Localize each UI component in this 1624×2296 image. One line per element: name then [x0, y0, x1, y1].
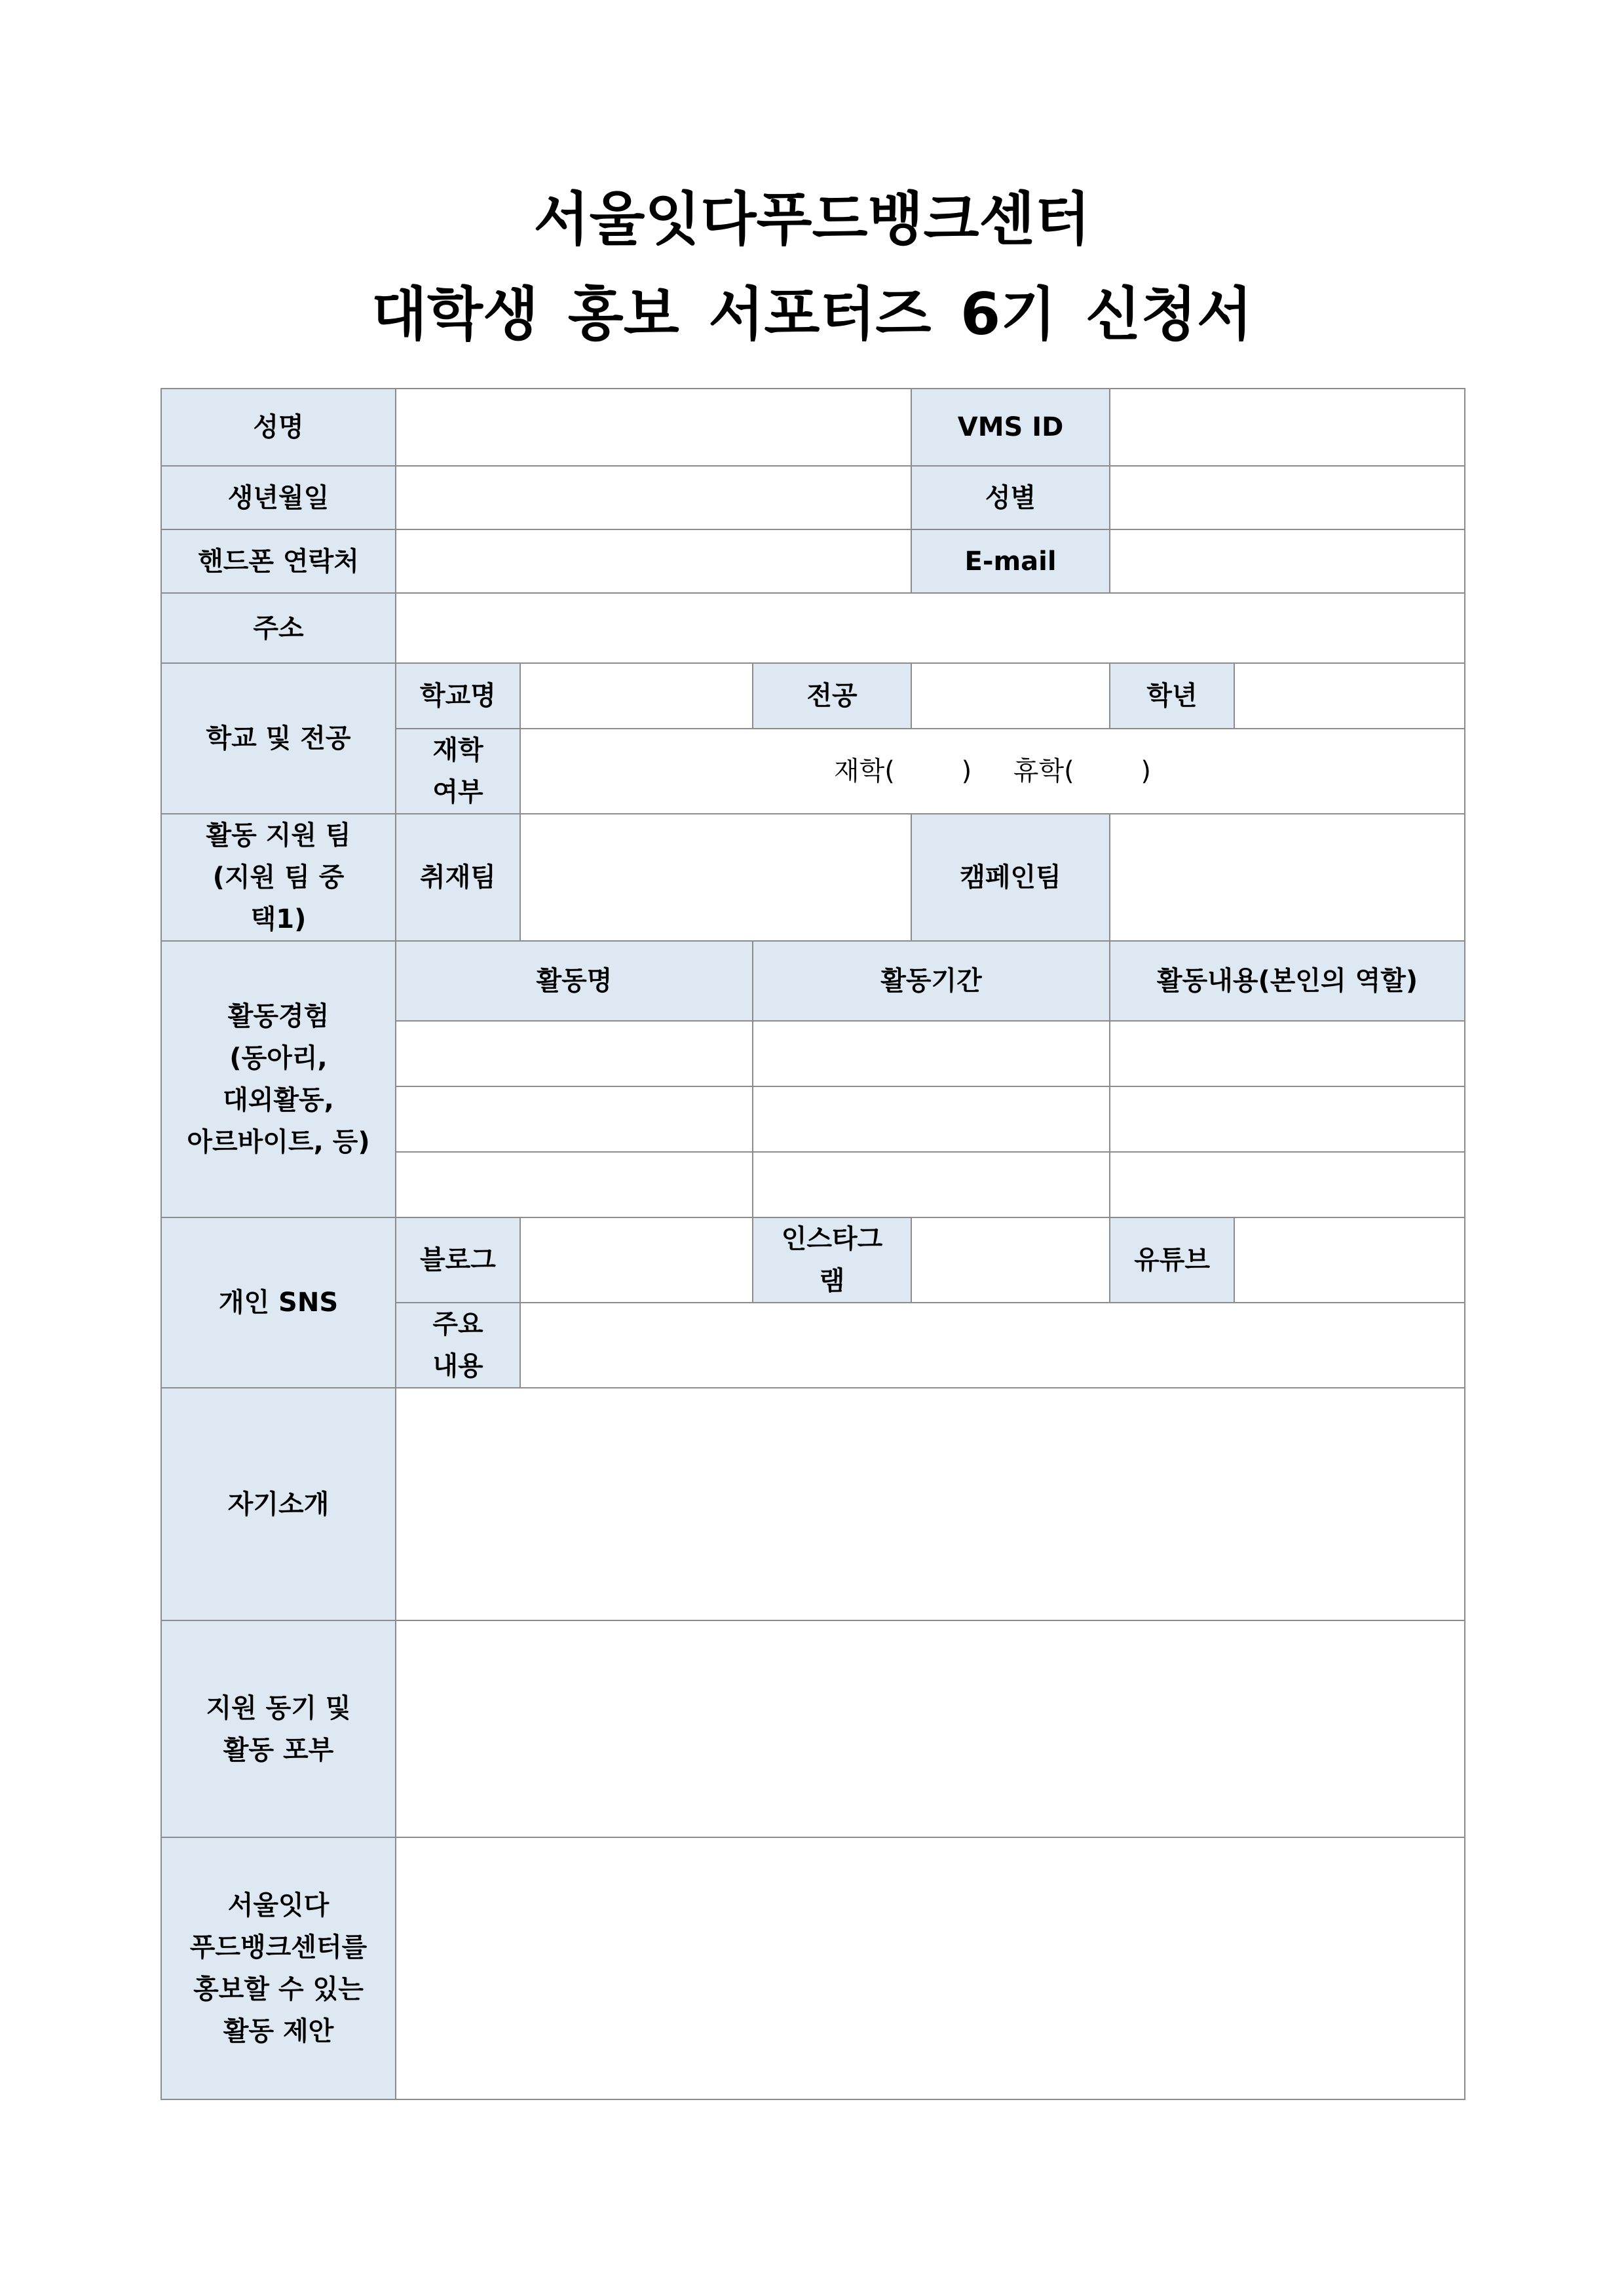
document-title: 서울잇다푸드뱅크센터: [533, 185, 1091, 253]
sns-content-field[interactable]: [520, 1303, 1465, 1388]
application-form: [161, 388, 1465, 2100]
school-name-label: 학교명: [396, 663, 520, 729]
row-sns: [161, 1217, 1465, 1303]
activity-content-field[interactable]: [1110, 1021, 1465, 1086]
activity-name-field[interactable]: [396, 1021, 753, 1086]
motivation-field[interactable]: [396, 1620, 1465, 1837]
instagram-label: 인스타그 램: [753, 1217, 911, 1303]
document-subtitle: 대학생 홍보 서포터즈 6기 신청서: [371, 280, 1253, 348]
major-field[interactable]: [911, 663, 1110, 729]
activity-content-field[interactable]: [1110, 1086, 1465, 1152]
address-label: 주소: [161, 593, 396, 663]
email-label: E-mail: [911, 529, 1110, 593]
activity-name-header: 활동명: [396, 941, 753, 1021]
youtube-field[interactable]: [1234, 1217, 1465, 1303]
enrollment-status-options[interactable]: 재학( ) 휴학( ): [520, 729, 1465, 814]
row-experience-header: [161, 941, 1465, 1021]
sns-label: 개인 SNS: [161, 1217, 396, 1388]
proposal-field[interactable]: [396, 1837, 1465, 2099]
activity-period-field[interactable]: [753, 1152, 1110, 1217]
instagram-field[interactable]: [911, 1217, 1110, 1303]
row-team: [161, 814, 1465, 941]
row-proposal: [161, 1837, 1465, 2099]
team-label: 활동 지원 팀 (지원 팀 중 택1): [161, 814, 396, 941]
birth-field[interactable]: [396, 466, 911, 529]
reporting-team-field[interactable]: [520, 814, 911, 941]
row-intro: [161, 1388, 1465, 1620]
major-label: 전공: [753, 663, 911, 729]
row-address: [161, 593, 1465, 663]
row-phone: [161, 529, 1465, 593]
enrollment-status-label: 재학 여부: [396, 729, 520, 814]
blog-field[interactable]: [520, 1217, 753, 1303]
activity-period-header: 활동기간: [753, 941, 1110, 1021]
school-major-label: 학교 및 전공: [161, 663, 396, 814]
activity-period-field[interactable]: [753, 1086, 1110, 1152]
campaign-team-label: 캠페인팀: [911, 814, 1110, 941]
grade-field[interactable]: [1234, 663, 1465, 729]
activity-period-field[interactable]: [753, 1021, 1110, 1086]
self-intro-label: 자기소개: [161, 1388, 396, 1620]
email-field[interactable]: [1110, 529, 1465, 593]
campaign-team-field[interactable]: [1110, 814, 1465, 941]
experience-label: 활동경험 (동아리, 대외활동, 아르바이트, 등): [161, 941, 396, 1217]
phone-field[interactable]: [396, 529, 911, 593]
address-field[interactable]: [396, 593, 1465, 663]
self-intro-field[interactable]: [396, 1388, 1465, 1620]
proposal-label: 서울잇다 푸드뱅크센터를 홍보할 수 있는 활동 제안: [161, 1837, 396, 2099]
birth-label: 생년월일: [161, 466, 396, 529]
row-school: [161, 663, 1465, 729]
grade-label: 학년: [1110, 663, 1234, 729]
name-field[interactable]: [396, 389, 911, 466]
activity-content-field[interactable]: [1110, 1152, 1465, 1217]
school-name-field[interactable]: [520, 663, 753, 729]
sns-content-label: 주요 내용: [396, 1303, 520, 1388]
gender-label: 성별: [911, 466, 1110, 529]
vms-id-label: VMS ID: [911, 389, 1110, 466]
youtube-label: 유튜브: [1110, 1217, 1234, 1303]
row-birth: [161, 466, 1465, 529]
row-name: [161, 389, 1465, 466]
activity-content-header: 활동내용(본인의 역할): [1110, 941, 1465, 1021]
phone-label: 핸드폰 연락처: [161, 529, 396, 593]
motivation-label: 지원 동기 및 활동 포부: [161, 1620, 396, 1837]
gender-field[interactable]: [1110, 466, 1465, 529]
name-label: 성명: [161, 389, 396, 466]
row-motivation: [161, 1620, 1465, 1837]
blog-label: 블로그: [396, 1217, 520, 1303]
activity-name-field[interactable]: [396, 1152, 753, 1217]
vms-id-field[interactable]: [1110, 389, 1465, 466]
reporting-team-label: 취재팀: [396, 814, 520, 941]
activity-name-field[interactable]: [396, 1086, 753, 1152]
